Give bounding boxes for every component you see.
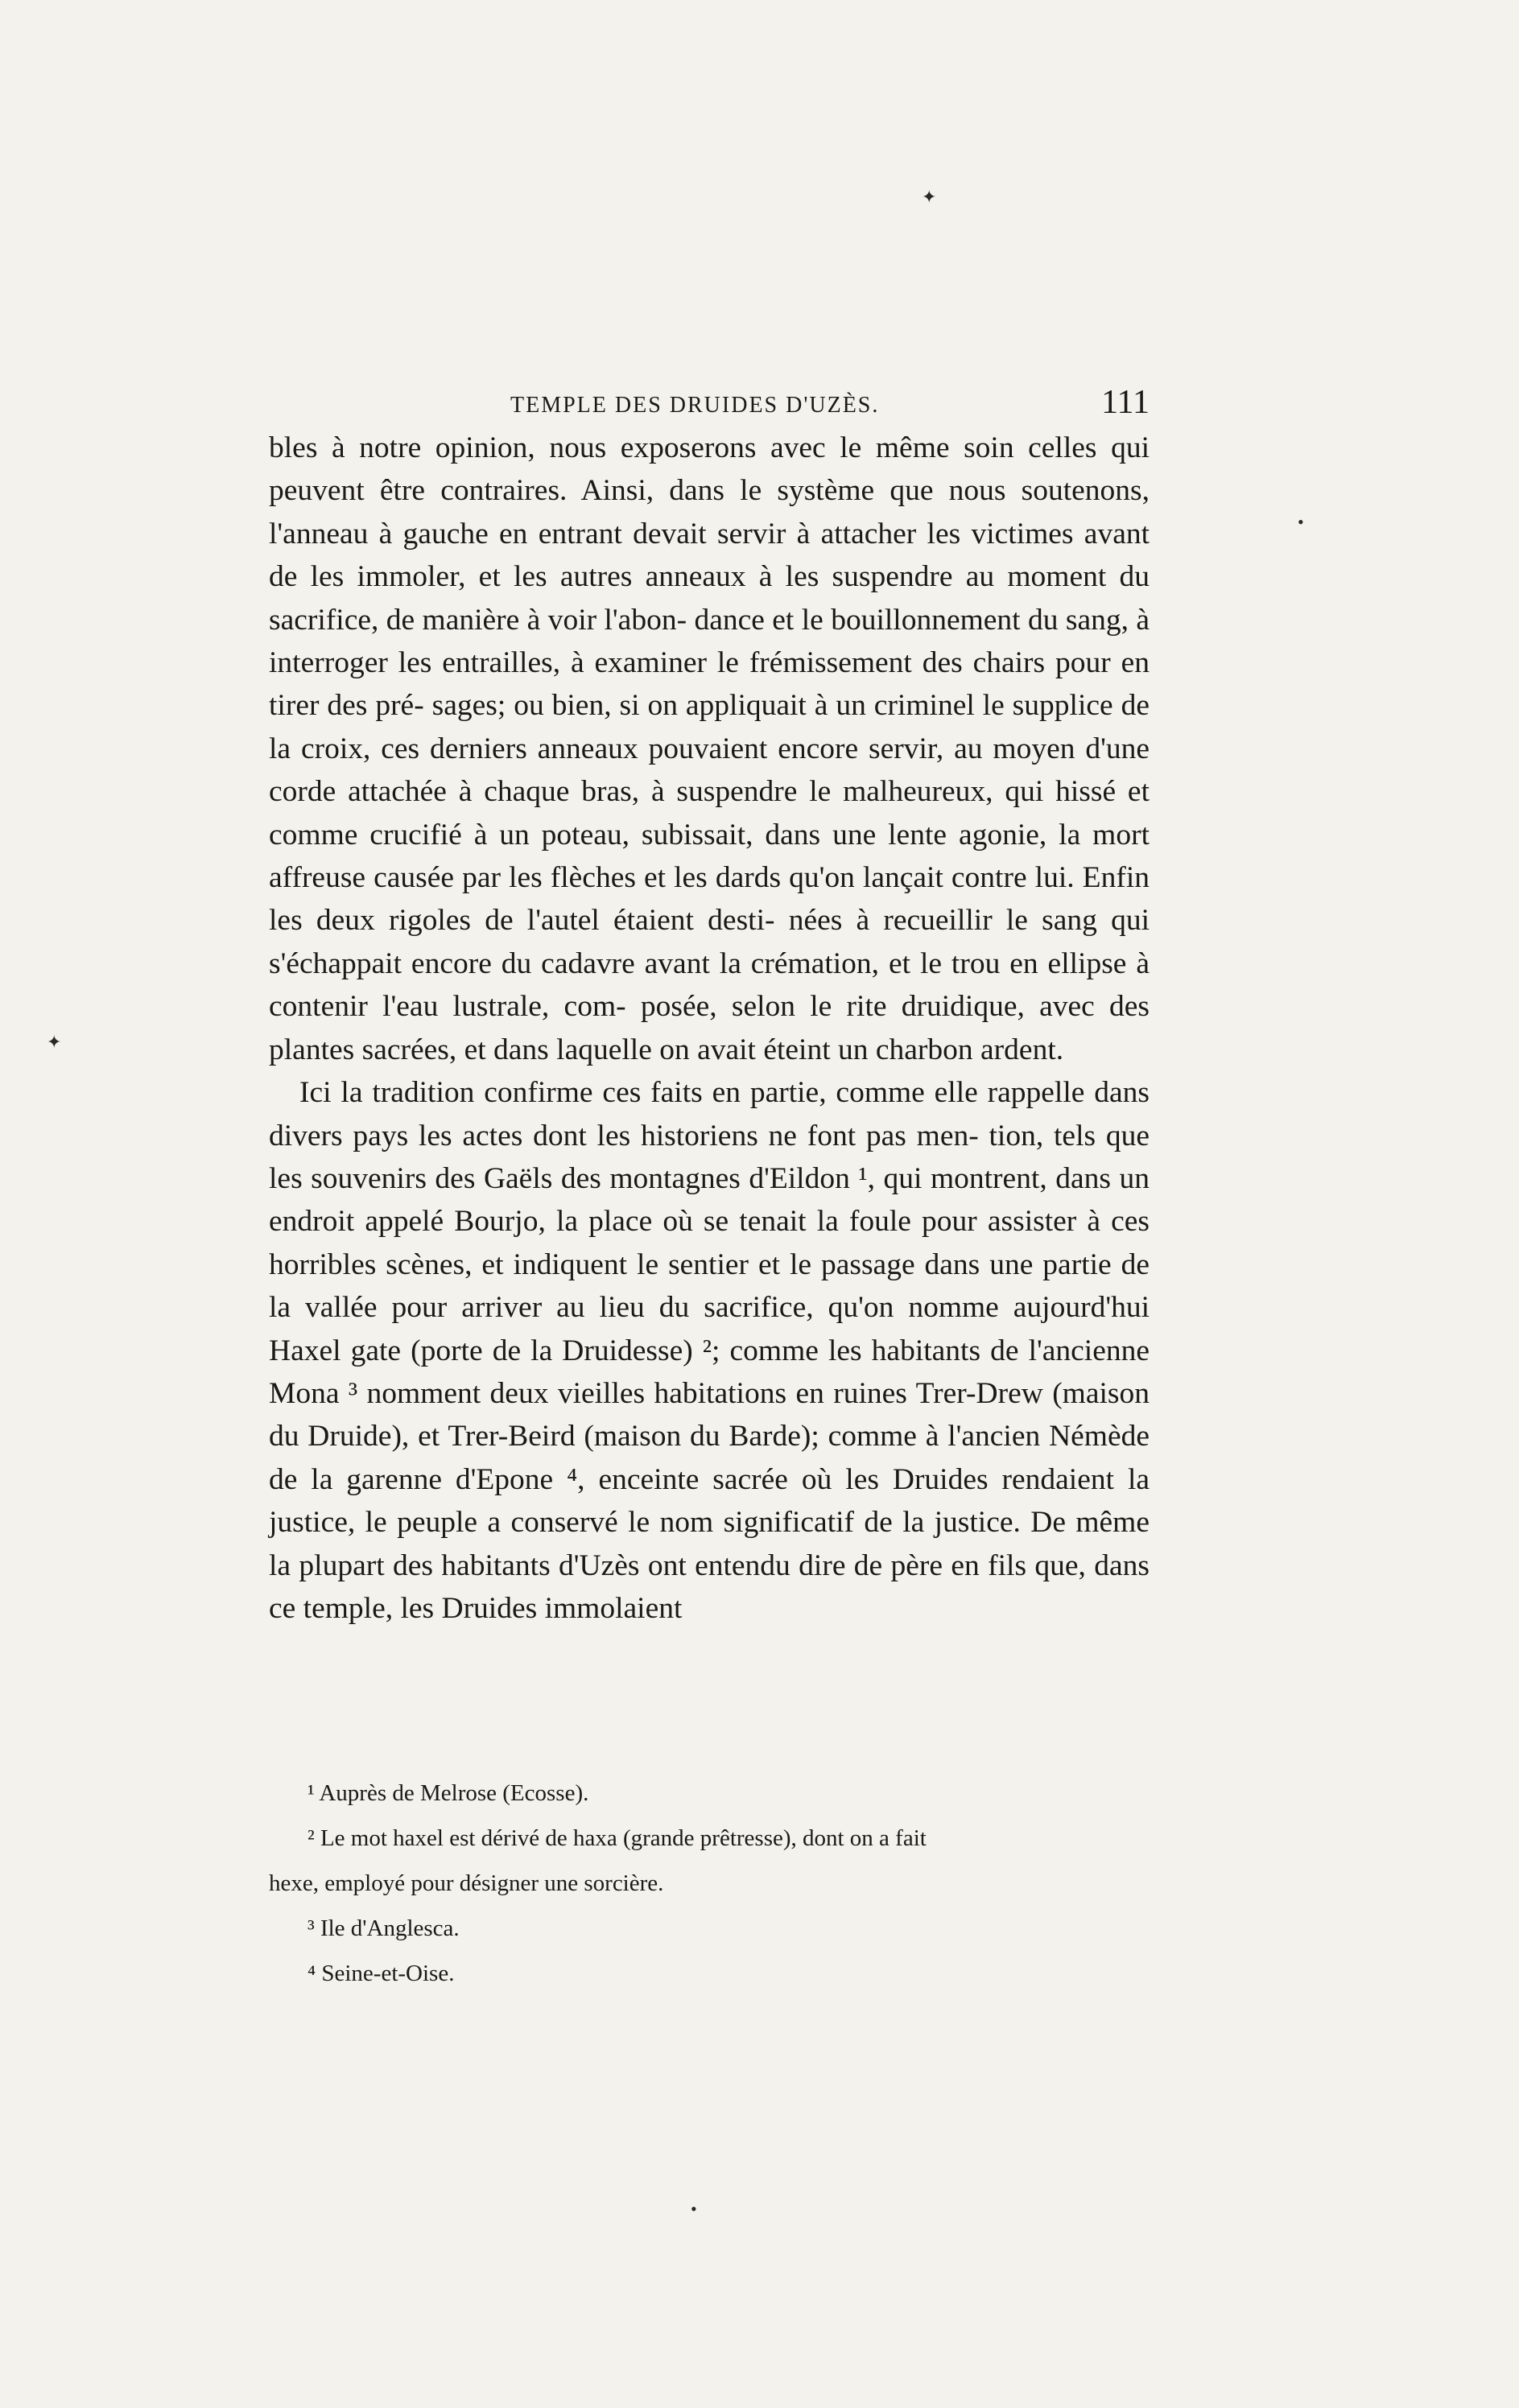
text-line: d'une corde attachée à chaque bras, à suspendre le malheureux, — [269, 732, 1150, 809]
text-line: du Druide), et Trer-Beird (maison du Barde); comme à l'ancien — [269, 1420, 1041, 1453]
stray-mark: • — [691, 2199, 697, 2219]
text-line: agonie, la mort affreuse causée par les flèches et les dards qu'on — [269, 818, 1150, 895]
text-line: sages; ou bien, si on appliquait à un criminel le supplice de la — [269, 689, 1150, 765]
text-line: posée, selon le rite druidique, avec des plantes sacrées, et dans — [269, 990, 1150, 1066]
text-line: suspendre au moment du sacrifice, de manière à voir l'abon- — [269, 560, 1150, 637]
stray-mark: ✦ — [47, 1032, 62, 1052]
text-line: tion, tels que les souvenirs des Gaëls des montagnes d'Eildon ¹, — [269, 1119, 1150, 1195]
text-line: lieu du sacrifice, qu'on nomme aujourd'hui Haxel gate (porte de — [269, 1291, 1150, 1367]
body-text — [269, 427, 1150, 1630]
text-line: sentier et le passage dans une partie de la vallée pour arriver au — [269, 1247, 1150, 1325]
text-line: soutenons, l'anneau à gauche en entrant devait servir à attacher — [269, 474, 1150, 550]
text-line: Némède de la garenne d'Epone ⁴, enceinte sacrée où les Druides — [269, 1420, 1150, 1496]
footnote: ³ Ile d'Anglesca. — [308, 1915, 460, 1941]
text-line: qui montrent, dans un endroit appelé Bourjo, la place où se tenait — [269, 1161, 1150, 1239]
stray-mark: ✦ — [922, 187, 937, 207]
text-line: Ici la tradition confirme ces faits en partie, comme elle rappelle — [299, 1076, 1085, 1110]
text-line: dire de père en fils que, dans ce temple, les Druides immolaient — [269, 1548, 1150, 1625]
paragraph — [269, 427, 1150, 1071]
stray-mark: • — [1298, 512, 1304, 532]
text-line: la Druidesse) ²; comme les habitants de l'ancienne Mona ³ — [269, 1334, 1150, 1410]
text-line: rendaient la justice, le peuple a conservé le nom significatif de — [269, 1462, 1150, 1540]
text-line: la justice. De même la plupart des habitants d'Uzès ont entendu — [269, 1506, 1150, 1582]
text-line: les victimes avant de les immoler, et les autres anneaux à les — [269, 517, 1150, 594]
footnote: ¹ Auprès de Melrose (Ecosse). — [308, 1780, 589, 1806]
text-line: dance et le bouillonnement du sang, à interroger les entrailles, — [269, 603, 1150, 680]
text-line: nées à recueillir le sang qui s'échappait encore du cadavre avant — [269, 904, 1150, 980]
text-line: la foule pour assister à ces horribles scènes, et indiquent le — [269, 1205, 1150, 1281]
footnote: ² Le mot haxel est dérivé de haxa (grande prêtresse), dont on a fait — [308, 1825, 927, 1851]
text-line: qui hissé et comme crucifié à un poteau, subissait, dans une lente — [269, 775, 1150, 851]
running-title: TEMPLE DES DRUIDES D'UZÈS. — [510, 393, 880, 418]
text-line: qui peuvent être contraires. Ainsi, dans le système que nous — [269, 431, 1150, 508]
footnote: ⁴ Seine-et-Oise. — [308, 1961, 455, 1986]
running-head — [269, 385, 1150, 433]
text-line: nomment deux vieilles habitations en ruines Trer-Drew (maison — [366, 1376, 1150, 1410]
text-line: dans divers pays les actes dont les historiens ne font pas men- — [269, 1076, 1150, 1152]
text-line: lançait contre lui. Enfin les deux rigoles de l'autel étaient desti- — [269, 861, 1150, 938]
text-line: croix, ces derniers anneaux pouvaient encore servir, au moyen — [300, 732, 1075, 765]
text-line: bles à notre opinion, nous exposerons avec le même soin celles — [269, 431, 1097, 464]
footnotes — [269, 1771, 1150, 1996]
text-line: à examiner le frémissement des chairs pour en tirer des pré- — [269, 646, 1150, 723]
paragraph — [269, 1071, 1150, 1630]
footnote-continuation: hexe, employé pour désigner une sorcière. — [269, 1870, 664, 1896]
text-line: la crémation, et le trou en ellipse à contenir l'eau lustrale, com- — [269, 946, 1150, 1024]
text-line: laquelle on avait éteint un charbon ardent. — [556, 1033, 1064, 1066]
page-number: 111 — [1101, 384, 1150, 421]
